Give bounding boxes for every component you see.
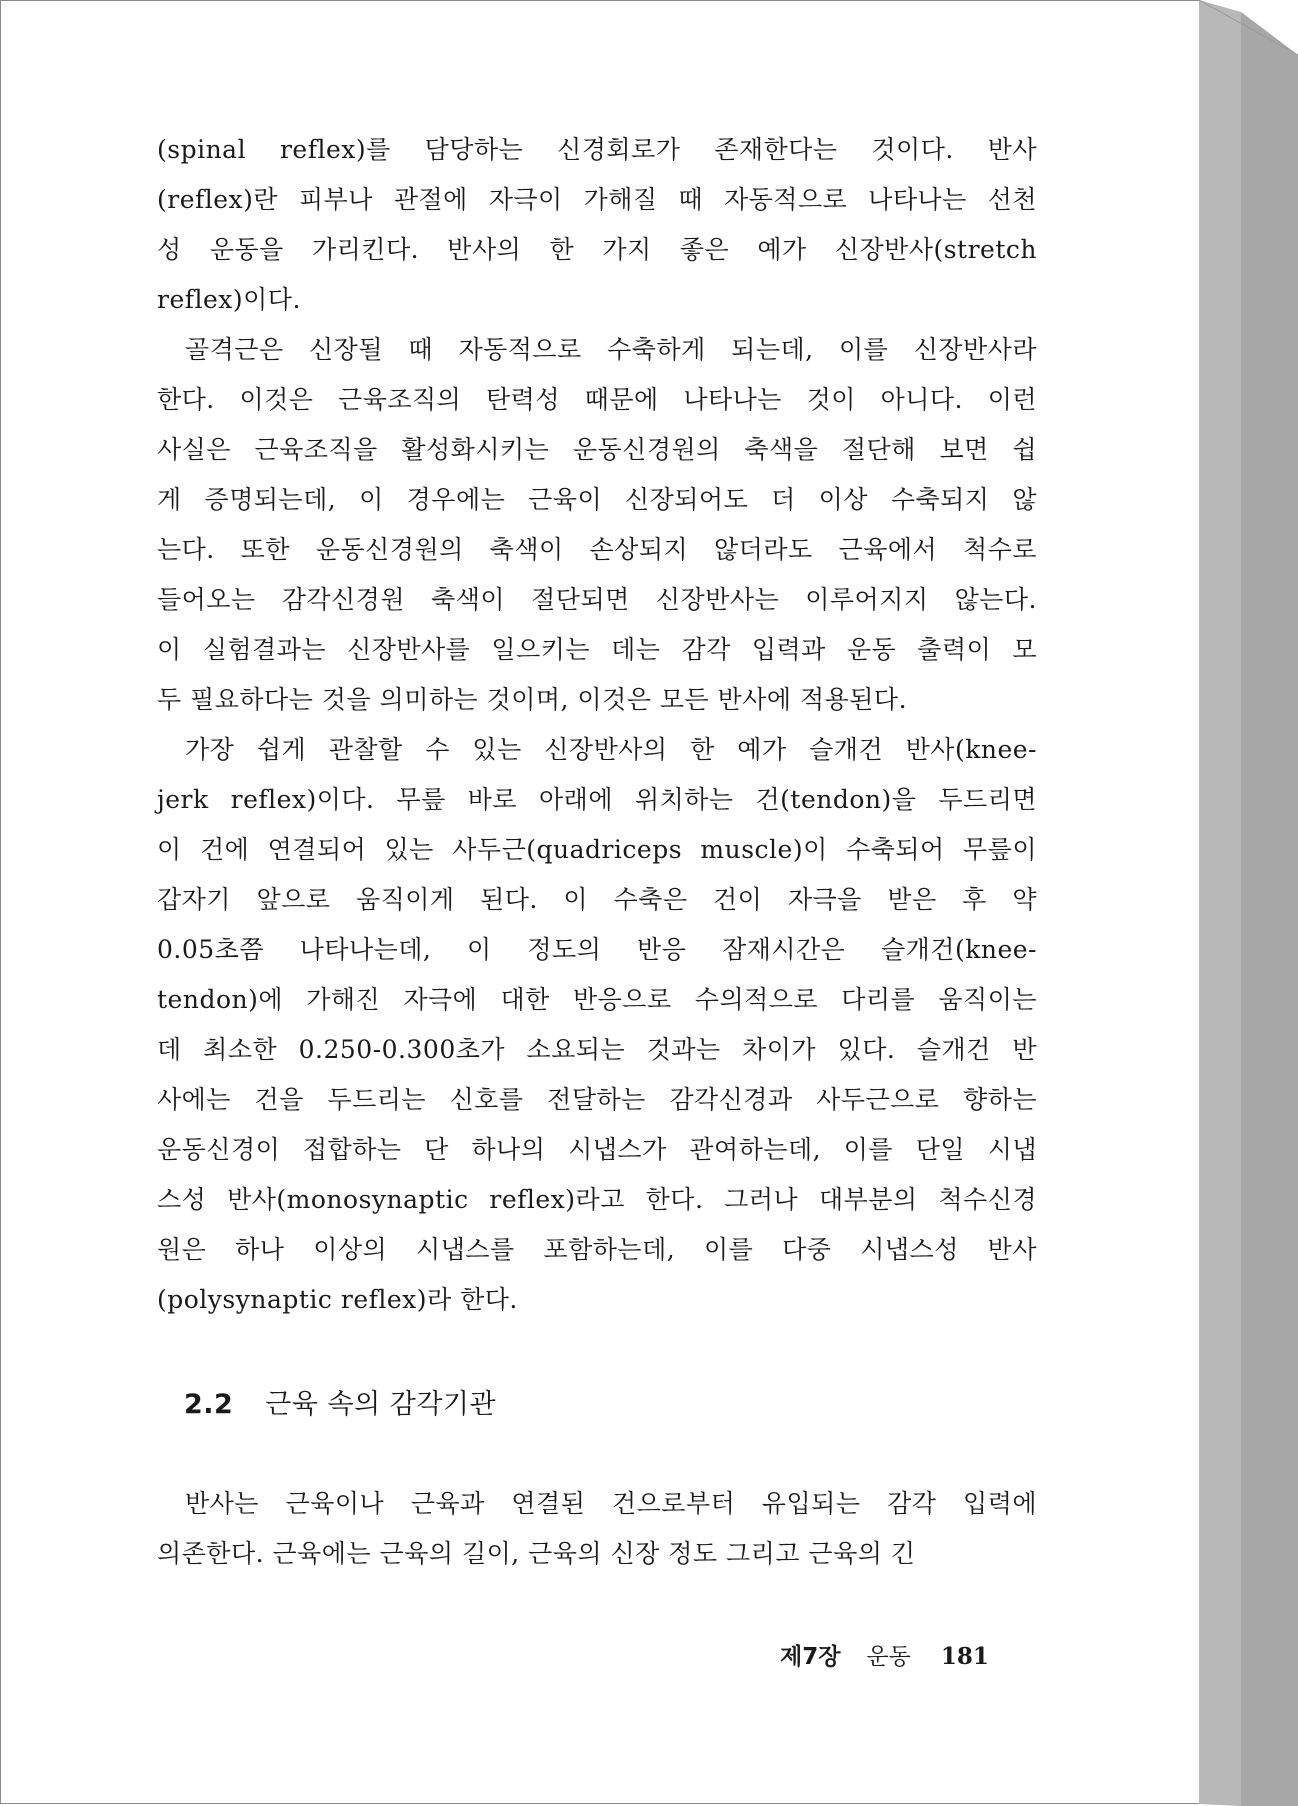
section-title: 근육 속의 감각기관 bbox=[265, 1389, 497, 1420]
text-line: 가장 쉽게 관찰할 수 있는 신장반사의 한 예가 슬개건 반사(knee- bbox=[185, 735, 1037, 764]
text-line: 들어오는 감각신경원 축색이 절단되면 신장반사는 이루어지지 않는다. bbox=[157, 585, 1037, 614]
paragraph bbox=[157, 325, 1037, 725]
section-number: 2.2 bbox=[184, 1389, 234, 1420]
text-line: 스성 반사(monosynaptic reflex)라고 한다. 그러나 대부분의 척수신경 bbox=[157, 1185, 1037, 1214]
text-line: 이 건에 연결되어 있는 사두근(quadriceps muscle)이 수축되어 무릎이 bbox=[157, 835, 1037, 864]
text-line: 의존한다. 근육에는 근육의 길이, 근육의 신장 정도 그리고 근육의 긴 bbox=[157, 1539, 916, 1568]
text-line: 골격근은 신장될 때 자동적으로 수축하게 되는데, 이를 신장반사라 bbox=[185, 335, 1037, 364]
text-line: 반사는 근육이나 근육과 연결된 건으로부터 유입되는 감각 입력에 bbox=[185, 1489, 1037, 1518]
text-line: 성 운동을 가리킨다. 반사의 한 가지 좋은 예가 신장반사(stretch bbox=[157, 235, 1037, 264]
paragraph bbox=[157, 725, 1037, 1325]
text-line: 게 증명되는데, 이 경우에는 근육이 신장되어도 더 이상 수축되지 않 bbox=[157, 485, 1037, 514]
text-line: 원은 하나 이상의 시냅스를 포함하는데, 이를 다중 시냅스성 반사 bbox=[157, 1235, 1037, 1264]
text-line: (reflex)란 피부나 관절에 자극이 가해질 때 자동적으로 나타나는 선천 bbox=[157, 185, 1037, 214]
text-line: 운동신경이 접합하는 단 하나의 시냅스가 관여하는데, 이를 단일 시냅 bbox=[157, 1135, 1037, 1164]
text-line: tendon)에 가해진 자극에 대한 반응으로 수의적으로 다리를 움직이는 bbox=[157, 985, 1037, 1014]
text-line: jerk reflex)이다. 무릎 바로 아래에 위치하는 건(tendon)을 두드리면 bbox=[157, 785, 1037, 814]
text-line: 이 실험결과는 신장반사를 일으키는 데는 감각 입력과 운동 출력이 모 bbox=[157, 635, 1037, 664]
text-line: 갑자기 앞으로 움직이게 된다. 이 수축은 건이 자극을 받은 후 약 bbox=[157, 885, 1037, 914]
text-line: 는다. 또한 운동신경원의 축색이 손상되지 않더라도 근육에서 척수로 bbox=[157, 535, 1037, 564]
footer-section: 운동 bbox=[866, 1644, 911, 1670]
body-text-top bbox=[157, 125, 1037, 1325]
text-line: 데 최소한 0.250-0.300초가 소요되는 것과는 차이가 있다. 슬개건 반 bbox=[157, 1035, 1037, 1064]
text-line: (polysynaptic reflex)라 한다. bbox=[157, 1285, 518, 1314]
page-footer bbox=[780, 1638, 989, 1671]
text-line: 한다. 이것은 근육조직의 탄력성 때문에 나타나는 것이 아니다. 이런 bbox=[157, 385, 1037, 414]
paragraph bbox=[157, 125, 1037, 325]
text-line: 0.05초쯤 나타나는데, 이 정도의 반응 잠재시간은 슬개건(knee- bbox=[157, 935, 1037, 964]
text-line: 두 필요하다는 것을 의미하는 것이며, 이것은 모든 반사에 적용된다. bbox=[157, 685, 908, 714]
text-line: 사에는 건을 두드리는 신호를 전달하는 감각신경과 사두근으로 향하는 bbox=[157, 1085, 1037, 1114]
page-number: 181 bbox=[940, 1643, 989, 1670]
body-text-bottom bbox=[157, 1478, 1037, 1578]
footer-chapter: 제7장 bbox=[780, 1644, 841, 1670]
paragraph bbox=[157, 1478, 1037, 1578]
text-line: reflex)이다. bbox=[157, 285, 301, 314]
text-line: (spinal reflex)를 담당하는 신경회로가 존재한다는 것이다. 반사 bbox=[157, 135, 1037, 164]
section-heading bbox=[184, 1382, 496, 1421]
text-line: 사실은 근육조직을 활성화시키는 운동신경원의 축색을 절단해 보면 쉽 bbox=[157, 435, 1037, 464]
book-spine-edge bbox=[1199, 0, 1298, 1806]
